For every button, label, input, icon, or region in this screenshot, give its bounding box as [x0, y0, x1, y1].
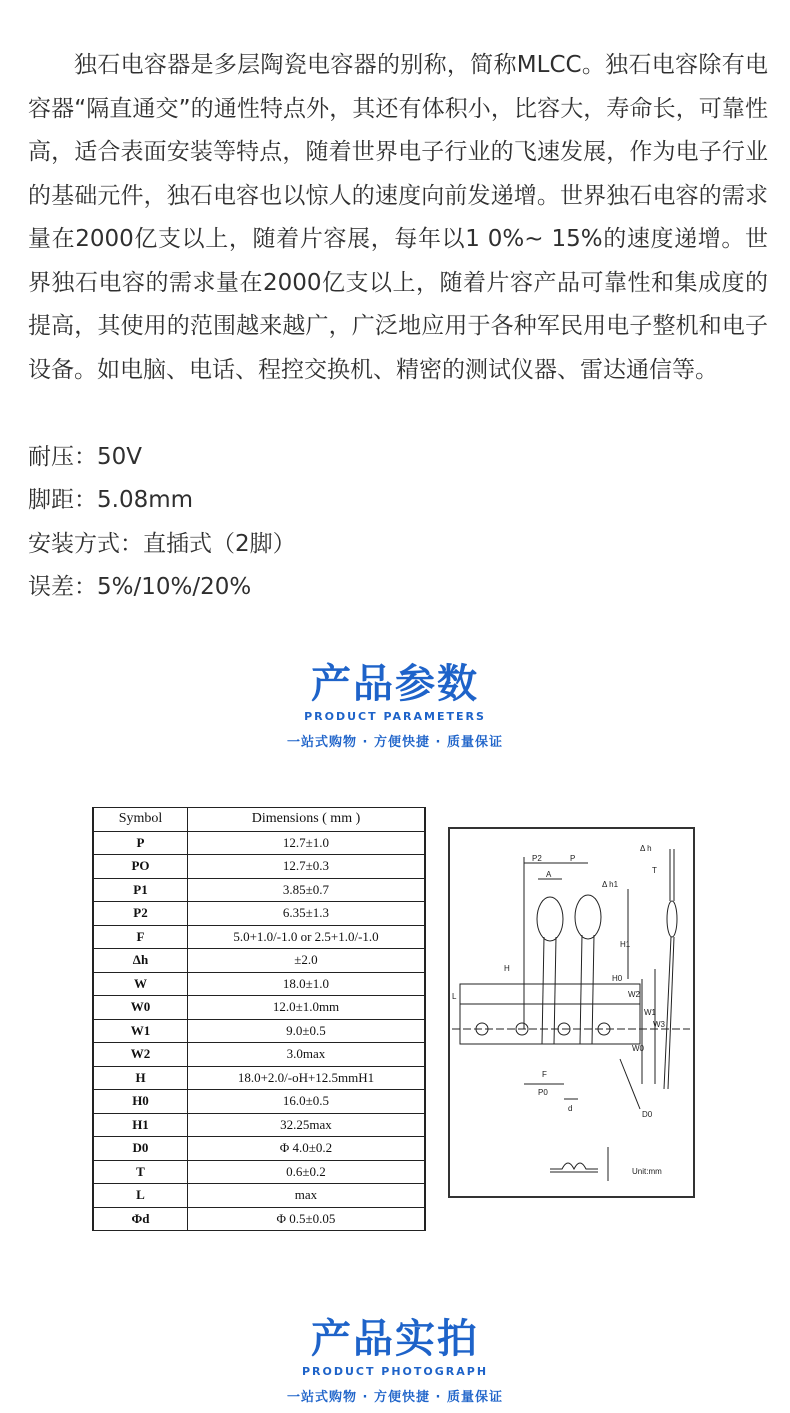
row-symbol: P1: [93, 878, 188, 902]
table-header-row: [93, 808, 425, 832]
row-symbol: P: [93, 831, 188, 855]
row-value: 16.0±0.5: [188, 1090, 426, 1114]
table-row: [93, 949, 425, 973]
label-t: T: [652, 866, 657, 875]
table-row: [93, 1137, 425, 1161]
row-value: max: [188, 1184, 426, 1208]
row-value: Φ 4.0±0.2: [188, 1137, 426, 1161]
spec-value: 50V: [97, 444, 143, 470]
row-symbol: PO: [93, 855, 188, 879]
row-symbol: L: [93, 1184, 188, 1208]
row-value: ±2.0: [188, 949, 426, 973]
intro-paragraph: 独石电容器是多层陶瓷电容器的别称，简称MLCC。独石电容除有电容器“隔直通交”的通性特点外，其还有体积小，比容大，寿命长，可靠性高，适合表面安装等特点，随着世界电子行业的飞速发展，作为电子行业的基础元件，独石电容也以惊人的速度向前发递增。世界独石电容的需求量在2000亿支以上，随着片容展，每年以1 0%~ 15%的速度递增。世界独石电容的需求量在2000亿支以上，随着片容产品可靠性和集成度的提高，其使用的范围越来越广，广泛地应用于各种军民用电子整机和电子设备。如电脑、电话、程控交换机、精密的测试仪器、雷达通信等。: [28, 52, 768, 383]
spec-label: 误差：: [28, 574, 97, 600]
table-row: [93, 1066, 425, 1090]
row-symbol: P2: [93, 902, 188, 926]
label-w1: W1: [644, 1008, 656, 1017]
row-symbol: Δh: [93, 949, 188, 973]
section-photo-slogan: 一站式购物 · 方便快捷 · 质量保证: [287, 1390, 503, 1405]
row-symbol: W2: [93, 1043, 188, 1067]
label-h: H: [504, 964, 510, 973]
label-dh: Δ h: [640, 844, 652, 853]
label-p0: P0: [538, 1088, 548, 1097]
table-row: [93, 855, 425, 879]
row-symbol: W: [93, 972, 188, 996]
label-a: A: [546, 870, 552, 879]
spec-label: 耐压：: [28, 444, 97, 470]
table-row: [93, 1113, 425, 1137]
row-value: 3.85±0.7: [188, 878, 426, 902]
row-value: 6.35±1.3: [188, 902, 426, 926]
section-params-heading: [0, 660, 790, 750]
section-params-subtitle: PRODUCT PARAMETERS: [304, 710, 486, 723]
row-symbol: H1: [93, 1113, 188, 1137]
label-p: P: [570, 854, 576, 863]
section-photo-heading: [0, 1315, 790, 1405]
table-row: [93, 1090, 425, 1114]
table-row: [93, 925, 425, 949]
row-symbol: D0: [93, 1137, 188, 1161]
spec-label: 安装方式：: [28, 531, 143, 557]
spec-label: 脚距：: [28, 487, 97, 513]
intro-text: [28, 44, 768, 392]
label-w2: W2: [628, 990, 640, 999]
row-value: Φ 0.5±0.05: [188, 1207, 426, 1231]
spec-value: 5%/10%/20%: [97, 574, 252, 600]
header-dimensions: Dimensions ( mm ): [188, 808, 426, 832]
row-value: 0.6±0.2: [188, 1160, 426, 1184]
row-value: 18.0+2.0/-oH+12.5mmH1: [188, 1066, 426, 1090]
dimension-diagram-svg: [450, 829, 693, 1196]
table-row: [93, 1043, 425, 1067]
row-value: 9.0±0.5: [188, 1019, 426, 1043]
label-unit: Unit:mm: [632, 1167, 662, 1176]
row-symbol: H: [93, 1066, 188, 1090]
spec-pitch: [28, 485, 193, 515]
row-symbol: F: [93, 925, 188, 949]
section-photo-subtitle: PRODUCT PHOTOGRAPH: [301, 1365, 489, 1378]
parameters-table: [92, 807, 426, 1231]
table-row: [93, 831, 425, 855]
row-value: 3.0max: [188, 1043, 426, 1067]
spec-voltage: [28, 442, 142, 472]
section-params-slogan: 一站式购物 · 方便快捷 · 质量保证: [287, 735, 503, 750]
label-w3: W3: [653, 1020, 665, 1029]
label-w0: W0: [632, 1044, 644, 1053]
table-row: [93, 1160, 425, 1184]
table-row: [93, 1184, 425, 1208]
row-value: 12.0±1.0mm: [188, 996, 426, 1020]
dimension-diagram: [448, 827, 695, 1198]
row-value: 12.7±0.3: [188, 855, 426, 879]
label-h0: H0: [612, 974, 623, 983]
table-row: [93, 996, 425, 1020]
label-l: L: [452, 992, 457, 1001]
table-row: [93, 902, 425, 926]
row-symbol: W0: [93, 996, 188, 1020]
label-dh1: Δ h1: [602, 880, 619, 889]
row-value: 18.0±1.0: [188, 972, 426, 996]
row-symbol: Φd: [93, 1207, 188, 1231]
label-d: d: [568, 1104, 573, 1113]
header-symbol: Symbol: [93, 808, 188, 832]
label-p2: P2: [532, 854, 542, 863]
label-d0: D0: [642, 1110, 653, 1119]
spec-mount: [28, 529, 296, 559]
spec-value: 直插式（2脚）: [143, 531, 296, 557]
label-f: F: [542, 1070, 547, 1079]
row-symbol: W1: [93, 1019, 188, 1043]
section-photo-title: 产品实拍: [311, 1316, 479, 1362]
row-symbol: T: [93, 1160, 188, 1184]
row-value: 5.0+1.0/-1.0 or 2.5+1.0/-1.0: [188, 925, 426, 949]
table-row: [93, 1207, 425, 1231]
row-value: 12.7±1.0: [188, 831, 426, 855]
row-value: 32.25max: [188, 1113, 426, 1137]
spec-value: 5.08mm: [97, 487, 194, 513]
table-row: [93, 1019, 425, 1043]
table-row: [93, 972, 425, 996]
row-symbol: H0: [93, 1090, 188, 1114]
spec-tolerance: [28, 572, 251, 602]
label-h1: H1: [620, 940, 631, 949]
section-params-title: 产品参数: [311, 661, 479, 707]
table-row: [93, 878, 425, 902]
